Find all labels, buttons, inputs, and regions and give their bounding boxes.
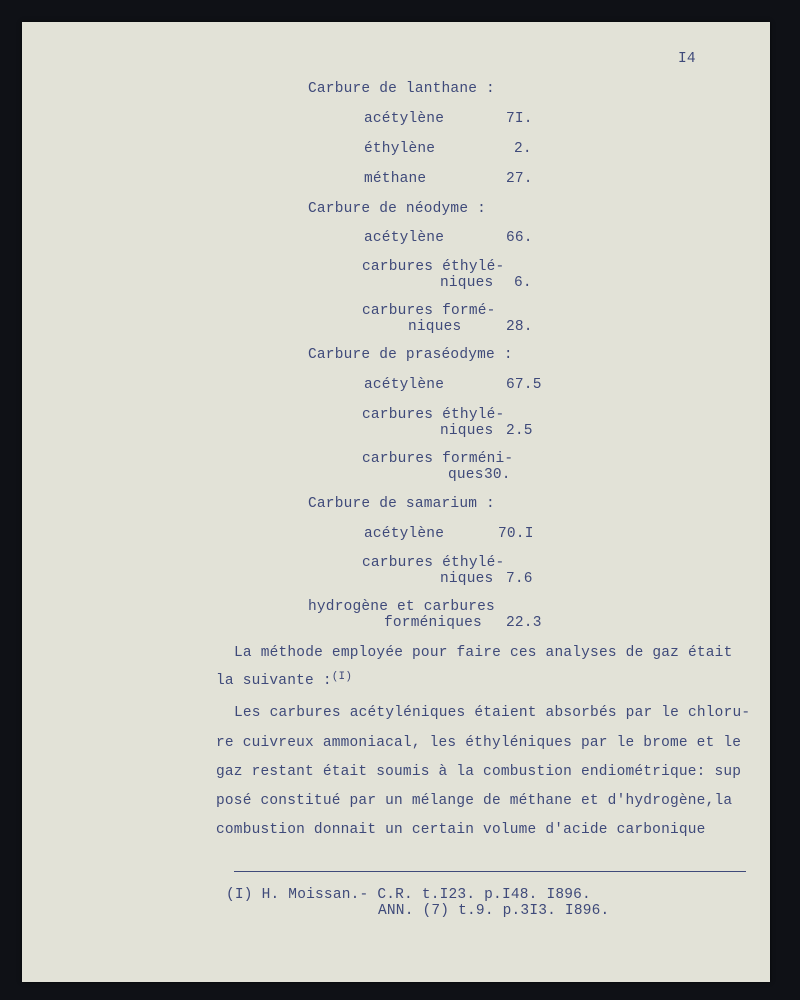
section-heading: Carbure de néodyme : — [308, 201, 487, 217]
paragraph-line: combustion donnait un certain volume d'acide carbonique — [216, 822, 706, 838]
row-label: hydrogène et carbures — [308, 599, 495, 615]
paragraph-line: gaz restant était soumis à la combustion endiométrique: sup — [216, 764, 742, 780]
row-value: 7I. — [506, 111, 533, 127]
section-heading: Carbure de lanthane : — [308, 81, 495, 97]
section-heading: Carbure de samarium : — [308, 496, 495, 512]
row-label-cont: niques — [440, 571, 494, 587]
row-label: carbures forméni- — [362, 451, 514, 467]
row-value: 22.3 — [506, 615, 542, 631]
paragraph-line: posé constitué par un mélange de méthane et d'hydrogène,la — [216, 793, 733, 809]
row-label: carbures formé- — [362, 303, 496, 319]
paragraph-line: La méthode employée pour faire ces analyses de gaz était — [234, 645, 733, 661]
row-label: éthylène — [364, 141, 436, 157]
row-label: carbures éthylé- — [362, 407, 505, 423]
row-value: 2.5 — [506, 423, 533, 439]
row-label-cont: forméniques — [384, 615, 482, 631]
row-value: 66. — [506, 230, 533, 246]
row-value: 6. — [514, 275, 532, 291]
footnote-line: (I) H. Moissan.- C.R. t.I23. p.I48. I896. — [226, 887, 591, 903]
row-label-cont: niques — [408, 319, 462, 335]
row-label: carbures éthylé- — [362, 259, 505, 275]
paragraph-text: la suivante : — [216, 673, 332, 689]
footnote-divider — [234, 871, 746, 872]
footnote-ref: (I) — [331, 671, 353, 683]
footnote-line: ANN. (7) t.9. p.3I3. I896. — [378, 903, 610, 919]
row-value: 70.I — [498, 526, 534, 542]
row-value: 7.6 — [506, 571, 533, 587]
row-value: 28. — [506, 319, 533, 335]
row-label: acétylène — [364, 377, 445, 393]
row-value: 30. — [484, 467, 511, 483]
document-page — [22, 22, 770, 982]
row-value: 27. — [506, 171, 533, 187]
section-heading: Carbure de praséodyme : — [308, 347, 513, 363]
page-number: I4 — [678, 51, 696, 67]
row-label: acétylène — [364, 526, 445, 542]
row-label-cont: niques — [440, 275, 494, 291]
row-label-cont: niques — [440, 423, 494, 439]
row-label: acétylène — [364, 111, 445, 127]
row-label: méthane — [364, 171, 427, 187]
row-label-cont: ques — [448, 467, 484, 483]
paragraph-line: re cuivreux ammoniacal, les éthyléniques par le brome et le — [216, 735, 742, 751]
row-label: carbures éthylé- — [362, 555, 505, 571]
row-label: acétylène — [364, 230, 445, 246]
row-value: 2. — [514, 141, 532, 157]
paragraph-line: Les carbures acétyléniques étaient absorbés par le chloru- — [234, 705, 751, 721]
row-value: 67.5 — [506, 377, 542, 393]
paragraph-line — [216, 671, 353, 689]
